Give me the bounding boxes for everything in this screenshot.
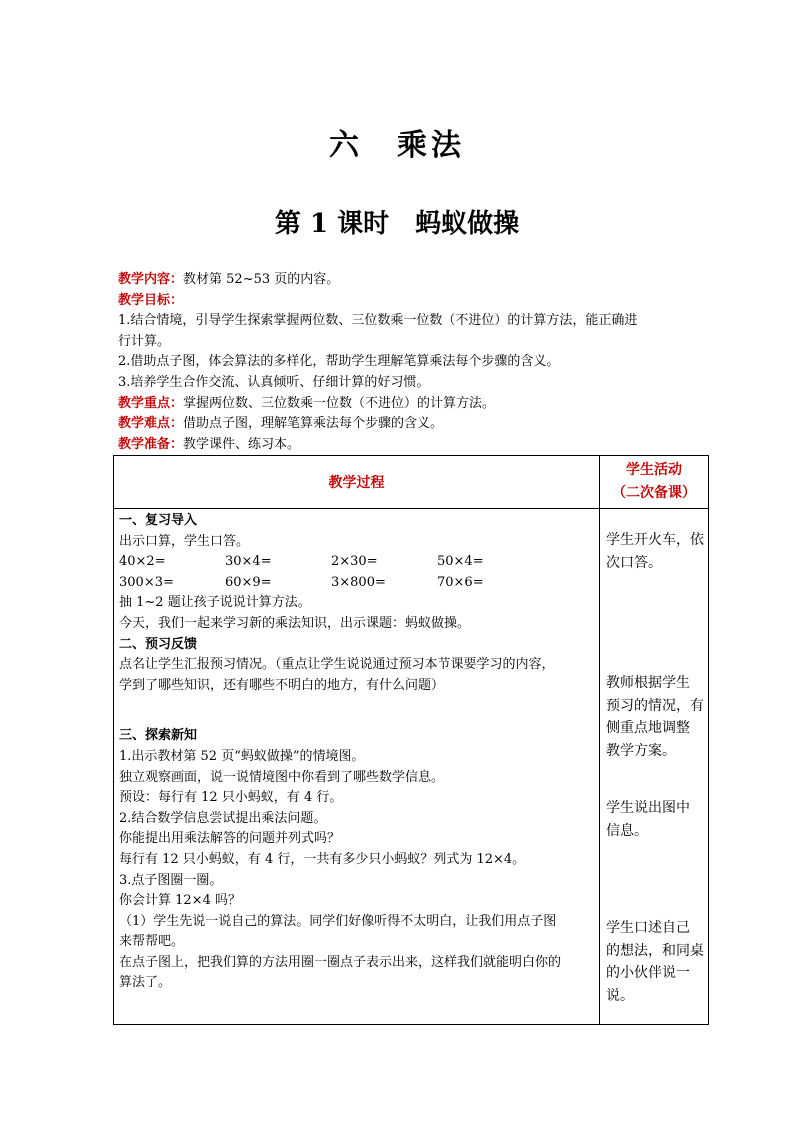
process-line: 来帮帮吧。 [119, 934, 185, 950]
header-activity-line2: （二次备课） [612, 485, 696, 501]
process-line: 学到了哪些知识，还有哪些不明白的地方，有什么问题） [119, 677, 445, 693]
activity-cell [600, 509, 709, 1025]
process-line: 预设：每行有 12 只小蚂蚁，有 4 行。 [119, 790, 343, 806]
calc-item: 60×9= [225, 574, 272, 590]
process-line: 算法了。 [119, 975, 172, 991]
activity-line: 侧重点地调整 [606, 720, 690, 736]
activity-line: 次口答。 [606, 554, 662, 571]
activity-line: 学生开火车，依 [606, 532, 704, 548]
activity-line: 信息。 [606, 822, 648, 839]
calc-item: 40×2= [119, 554, 166, 570]
activity-line: 预习的情况，有 [606, 697, 704, 714]
difficulty-row [118, 414, 698, 435]
calc-row-2 [119, 573, 595, 594]
key-row [118, 394, 698, 415]
calc-item: 300×3= [119, 574, 174, 590]
content-text: 教材第 52~53 页的内容。 [183, 272, 340, 287]
process-line: 2.结合数学信息尝试提出乘法问题。 [119, 810, 327, 826]
section-preview-title: 二、预习反馈 [119, 636, 198, 652]
activity-line: 的想法，和同桌 [606, 942, 704, 959]
table-body-row [114, 509, 709, 1025]
content-row [118, 270, 698, 291]
process-line: 1.出示教材第 52 页“蚂蚁做操”的情境图。 [119, 748, 365, 764]
goal-2: 2.借助点子图，体会算法的多样化，帮助学生理解笔算乘法每个步骤的含义。 [118, 354, 560, 370]
goal-3: 3.培养学生合作交流、认真倾听、仔细计算的好习惯。 [118, 374, 430, 390]
process-line: 出示口算，学生口答。 [119, 533, 250, 549]
activity-line: 学生口述自己 [606, 920, 690, 936]
process-line: （1）学生先说一说自己的算法。同学们好像听得不太明白，让我们用点子图 [119, 913, 557, 929]
lesson-title: 第 1 课时 蚂蚁做操 [274, 209, 520, 239]
chapter-title: 六 乘法 [329, 128, 465, 163]
process-line: 点名让学生汇报预习情况。（重点让学生说说通过预习本节课要学习的内容， [119, 657, 555, 673]
process-line: 你能提出用乘法解答的问题并列式吗？ [119, 831, 341, 847]
prep-text: 教学课件、练习本。 [183, 436, 301, 452]
lesson-info [118, 270, 698, 455]
key-label: 教学重点： [118, 395, 184, 411]
calc-row-1 [119, 552, 595, 573]
activity-explore [606, 797, 704, 842]
activity-discuss [606, 917, 704, 1007]
process-line: 抽 1~2 题让孩子说说计算方法。 [119, 595, 311, 611]
goal-1b: 行计算。 [118, 333, 171, 349]
calc-item: 50×4= [437, 554, 484, 570]
process-line: 今天，我们一起来学习新的乘法知识，出示课题：蚂蚁做操。 [119, 615, 471, 631]
spacer [119, 696, 595, 726]
activity-line: 说。 [606, 987, 634, 1004]
activity-line: 学生说出图中 [606, 800, 690, 816]
lesson-table [113, 455, 709, 1025]
calc-item: 3×800= [331, 574, 386, 590]
activity-line: 的小伙伴说一 [606, 965, 690, 981]
process-line: 3.点子图圈一圈。 [119, 872, 223, 888]
goal-label-row [118, 291, 698, 312]
section-explore-title: 三、探索新知 [119, 728, 198, 744]
goal-1a: 1.结合情境，引导学生探索掌握两位数、三位数乘一位数（不进位）的计算方法，能正确进 [118, 313, 638, 329]
process-cell [114, 509, 600, 1025]
header-activity [600, 456, 709, 509]
section-review-title: 一、复习导入 [119, 513, 198, 528]
activity-line: 教学方案。 [606, 742, 676, 759]
prep-row [118, 435, 698, 456]
goal-label: 教学目标： [118, 292, 184, 308]
process-line: 每行有 12 只小蚂蚁，有 4 行，一共有多少只小蚂蚁？列式为 12×4。 [119, 851, 526, 867]
header-activity-line1: 学生活动 [626, 462, 682, 478]
activity-review [606, 529, 704, 574]
table-header-row [114, 456, 709, 509]
content-label: 教学内容： [118, 272, 184, 287]
calc-item: 70×6= [437, 574, 484, 590]
header-process: 教学过程 [114, 456, 600, 509]
calc-item: 2×30= [331, 554, 378, 570]
key-text: 掌握两位数、三位数乘一位数（不进位）的计算方法。 [183, 395, 496, 411]
activity-line: 教师根据学生 [606, 675, 690, 691]
activity-preview [606, 672, 704, 762]
process-line: 你会计算 12×4 吗？ [119, 893, 241, 909]
prep-label: 教学准备： [118, 436, 184, 452]
process-line: 独立观察画面，说一说情境图中你看到了哪些数学信息。 [119, 769, 445, 785]
difficulty-text: 借助点子图，理解笔算乘法每个步骤的含义。 [183, 416, 444, 432]
process-line: 在点子图上，把我们算的方法用圈一圈点子表示出来，这样我们就能明白你的 [119, 954, 562, 970]
calc-item: 30×4= [225, 554, 272, 570]
difficulty-label: 教学难点： [118, 416, 184, 432]
